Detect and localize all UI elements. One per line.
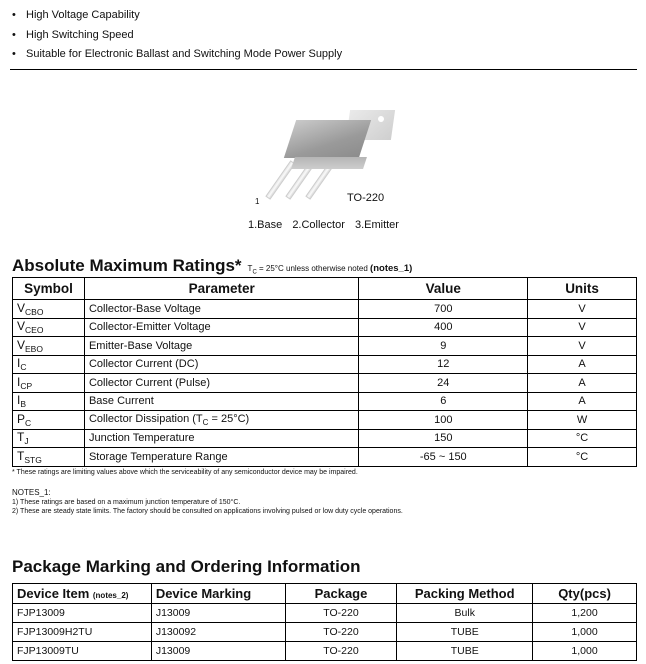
device-item-cell: FJP13009: [13, 604, 152, 623]
packing-method-cell: TUBE: [397, 642, 533, 661]
table-row: [13, 374, 637, 393]
col-package: Package: [285, 584, 397, 604]
unit-cell: V: [528, 300, 637, 319]
table-row: [13, 318, 637, 337]
value-cell: 24: [359, 374, 528, 393]
parameter-cell: Collector-Base Voltage: [84, 300, 359, 319]
bullet-icon: •: [12, 48, 16, 60]
table-row: [13, 448, 637, 467]
value-cell: 100: [359, 411, 528, 430]
package-name: TO-220: [347, 192, 385, 204]
col-device-marking: Device Marking: [151, 584, 285, 604]
symbol-cell: $I_C$: [13, 355, 85, 374]
table-row: [13, 411, 637, 430]
amr-heading: Absolute Maximum Ratings* $T_C = 25^\circ C$ unless otherwise noted (notes_1): [12, 256, 413, 276]
transistor-front-icon: [291, 157, 367, 169]
parameter-cell: Collector Current (Pulse): [84, 374, 359, 393]
value-cell: -65 ~ 150: [359, 448, 528, 467]
parameter-cell: Storage Temperature Range: [84, 448, 359, 467]
symbol-cell: $V_{EBO}$: [13, 337, 85, 356]
value-cell: 6: [359, 392, 528, 411]
unit-cell: °C: [528, 448, 637, 467]
mounting-hole-icon: [378, 116, 384, 122]
transistor-body-icon: [284, 120, 371, 158]
pin-label-collector: 2.Collector: [292, 219, 345, 231]
device-item-cell: FJP13009H2TU: [13, 623, 152, 642]
unit-cell: V: [528, 318, 637, 337]
symbol-cell: $T_J$: [13, 429, 85, 448]
pin-label-base: 1.Base: [248, 219, 283, 231]
amr-condition: $T_C = 25^\circ C$ unless otherwise noted (notes_1): [247, 263, 413, 276]
package-cell: TO-220: [285, 642, 397, 661]
symbol-cell: $P_C$: [13, 411, 85, 430]
feature-item: • High Switching Speed: [12, 26, 342, 46]
unit-cell: A: [528, 392, 637, 411]
symbol-cell: $V_{CBO}$: [13, 300, 85, 319]
horizontal-rule: [10, 69, 637, 70]
parameter-cell: Collector Current (DC): [84, 355, 359, 374]
device-marking-cell: J13009: [151, 642, 285, 661]
value-cell: 9: [359, 337, 528, 356]
symbol-cell: $I_{CP}$: [13, 374, 85, 393]
feature-item: • Suitable for Electronic Ballast and Switching Mode Power Supply: [12, 45, 342, 65]
table-row: [13, 355, 637, 374]
absolute-max-ratings-table: [12, 277, 637, 467]
packing-method-cell: Bulk: [397, 604, 533, 623]
table-row: [13, 623, 637, 642]
notes-1: NOTES_1: 1) These ratings are based on a maximum junction temperature of 150°C. 2) These are steady state limits. The factory should be consulted on applications involving pulsed or low duty cycle operations.: [12, 488, 403, 515]
parameter-cell: Junction Temperature: [84, 429, 359, 448]
package-cell: TO-220: [285, 623, 397, 642]
value-cell: 12: [359, 355, 528, 374]
qty-cell: 1,000: [533, 642, 637, 661]
packing-method-cell: TUBE: [397, 623, 533, 642]
table-row: [13, 300, 637, 319]
qty-cell: 1,200: [533, 604, 637, 623]
col-units: Units: [528, 278, 637, 300]
ordering-table: [12, 583, 637, 661]
unit-cell: A: [528, 355, 637, 374]
symbol-cell: $V_{CEO}$: [13, 318, 85, 337]
pin-label-emitter: 3.Emitter: [354, 219, 399, 231]
value-cell: 700: [359, 300, 528, 319]
pin1-marker: 1: [255, 197, 260, 206]
pin-labels: [248, 219, 406, 231]
ordering-heading: Package Marking and Ordering Information: [12, 557, 361, 576]
col-parameter: Parameter: [84, 278, 359, 300]
table-row: [13, 337, 637, 356]
device-marking-cell: J13009: [151, 604, 285, 623]
unit-cell: °C: [528, 429, 637, 448]
table-header-row: [13, 584, 637, 604]
col-qty: Qty(pcs): [533, 584, 637, 604]
table-row: [13, 604, 637, 623]
feature-item: • High Voltage Capability: [12, 6, 342, 26]
col-device-item: Device Item (notes_2): [13, 584, 152, 604]
col-packing-method: Packing Method: [397, 584, 533, 604]
table-row: [13, 392, 637, 411]
features-list: [12, 6, 342, 65]
unit-cell: A: [528, 374, 637, 393]
table-row: [13, 429, 637, 448]
ratings-footnote: * These ratings are limiting values above which the serviceability of any semiconductor device may be impaired.: [12, 469, 358, 476]
qty-cell: 1,000: [533, 623, 637, 642]
col-value: Value: [359, 278, 528, 300]
table-header-row: [13, 278, 637, 300]
symbol-cell: $I_B$: [13, 392, 85, 411]
col-symbol: Symbol: [13, 278, 85, 300]
device-item-cell: FJP13009TU: [13, 642, 152, 661]
value-cell: 150: [359, 429, 528, 448]
bullet-icon: •: [12, 9, 16, 21]
parameter-cell: Collector-Emitter Voltage: [84, 318, 359, 337]
package-cell: TO-220: [285, 604, 397, 623]
bullet-icon: •: [12, 28, 16, 41]
parameter-cell: Base Current: [84, 392, 359, 411]
symbol-cell: $T_{STG}$: [13, 448, 85, 467]
parameter-cell: Collector Dissipation $(T_C = 25^\circ C)$: [84, 411, 359, 430]
device-marking-cell: J130092: [151, 623, 285, 642]
table-row: [13, 642, 637, 661]
parameter-cell: Emitter-Base Voltage: [84, 337, 359, 356]
value-cell: 400: [359, 318, 528, 337]
unit-cell: V: [528, 337, 637, 356]
unit-cell: W: [528, 411, 637, 430]
